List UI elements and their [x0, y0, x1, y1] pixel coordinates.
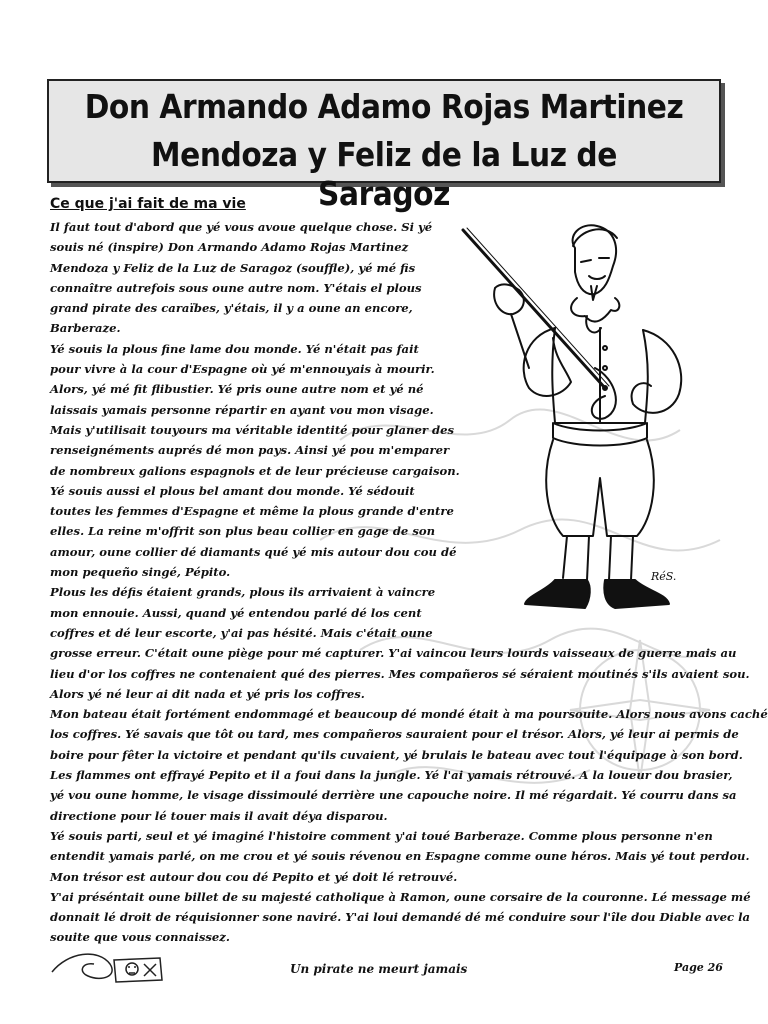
text-line: de nombreux galions espagnols et de leur précieuse cargaison. — [50, 463, 460, 478]
text-line: grosse erreur. C'était oune piège pour mé capturer. Y'ai vaincou leurs lourds vaisseaux de guerre mais au — [50, 646, 737, 661]
text-line: Il faut tout d'abord que yé vous avoue quelque chose. Si yé — [50, 220, 433, 234]
left-arm — [524, 328, 571, 396]
text-line: Yé souis parti, seul et yé imaginé l'histoire comment y'ai toué Barberaze. Comme plous personne n'en — [50, 828, 713, 843]
text-line: directione pour lé touer mais il avait déya disparou. — [50, 808, 388, 823]
text-line: Les flammes ont effrayé Pepito et il a foui dans la jungle. Yé l'ai yamais rétrouvé. A la loueur dou brasier, — [50, 768, 733, 783]
sword-blade — [463, 230, 605, 388]
text-line: mon pequeño singé, Pépito. — [50, 565, 231, 580]
pirate-illustration — [455, 218, 695, 618]
text-line: Alors yé né leur ai dit nada et yé pris los coffres. — [50, 686, 365, 701]
text-line: Mon bateau était fortément endommagé et beaucoup dé mondé était à ma poursouite. Alors nous avons caché — [50, 707, 768, 722]
text-line: los coffres. Yé savais que tôt ou tard, mes compañeros sauraient pour el trésor. Alors, yé leur ai permis de — [50, 727, 739, 742]
text-line: coffres et dé leur escorte, y'ai pas hésité. Mais c'était oune — [50, 625, 433, 640]
head — [573, 225, 616, 294]
text-line: elles. La reine m'offrit son plus beau collier en gage de son — [50, 524, 436, 539]
breeches — [546, 440, 654, 536]
text-line: pour vivre à la cour d'Espagne où yé m'ennouyais à mourir. — [50, 362, 435, 377]
text-line: toutes les femmes d'Espagne et même la plous grande d'entre — [50, 504, 454, 519]
text-line: Alors, yé mé fit flibustier. Yé pris oune autre nom et yé né — [50, 382, 424, 397]
text-line: Mendoza y Feliz de la Luz de Saragoz (souffle), yé mé fis — [50, 260, 416, 275]
text-line: Barberaze. — [50, 321, 121, 336]
page-title-line-1: Don Armando Adamo Rojas Martinez — [84, 87, 684, 126]
text-line: souite que vous connaissez. — [50, 930, 230, 945]
text-line: connaître autrefois sous oune autre nom. Y'étais el plous — [50, 280, 422, 295]
text-line: yé vou oune homme, le visage dissimoulé derrière une capouche noire. Il mé régardait. Yé courru dans sa — [50, 788, 737, 803]
text-line: Yé souis aussi el plous bel amant dou monde. Yé sédouit — [50, 483, 415, 498]
text-line: Mais y'utilisait touyours ma véritable identité pour glaner des — [50, 422, 454, 437]
text-line: mon ennouie. Aussi, quand yé entendou parlé dé los cent — [50, 605, 422, 620]
text-line: donnait lé droit de réquisionner sone naviré. Y'ai loui demandé dé mé conduire sour l'île dou Diable avec la — [50, 910, 751, 925]
right-shoe — [604, 580, 669, 608]
text-line: boire pour fêter la victoire et pendant qu'ils cuvaient, yé brulais le bateau avec tout l'équipage à son bord. — [50, 747, 743, 762]
text-line: entendit yamais parlé, on me crou et yé souis révenou en Espagne comme oune héros. Mais yé tout perdou. — [50, 849, 750, 864]
text-line: Plous les défis étaient grands, plous ils arrivaient à vaincre — [50, 585, 436, 600]
section-heading: Ce que j'ai fait de ma vie — [50, 196, 246, 212]
footer-tagline: Un pirate ne meurt jamais — [290, 962, 468, 976]
text-line: renseignéments auprés dé mon pays. Ainsi yé pou m'emparer — [50, 443, 450, 458]
right-arm — [632, 330, 682, 413]
artist-signature: RéS. — [651, 570, 677, 583]
page-title-line-2: Mendoza y Feliz de la Luz de Saragoz — [151, 135, 617, 213]
page-number: Page 26 — [674, 961, 723, 974]
text-line: grand pirate des caraïbes, y'étais, il y a oune an encore, — [50, 301, 413, 316]
text-line: amour, oune collier dé diamants qué yé mis autour dou cou dé — [50, 544, 457, 559]
footer-logo-ornament — [48, 942, 168, 986]
text-line: Y'ai préséntait oune billet de su majesté catholique à Ramon, oune corsaire de la couronne. Lé message mé — [50, 889, 751, 904]
text-line: Yé souis la plous fine lame dou monde. Yé n'était pas fait — [50, 341, 419, 356]
text-line: Mon trésor est autour dou cou dé Pepito et yé doit lé retrouvé. — [50, 869, 458, 884]
left-shoe — [525, 580, 590, 608]
text-line: laissais yamais personne répartir en ayant vou mon visage. — [50, 402, 434, 417]
text-line: lieu d'or los coffres ne contenaient qué des pierres. Mes compañeros sé séraient moutinés s'ils avaient sou. — [50, 666, 750, 681]
text-line: souis né (inspire) Don Armando Adamo Rojas Martinez — [50, 240, 409, 255]
